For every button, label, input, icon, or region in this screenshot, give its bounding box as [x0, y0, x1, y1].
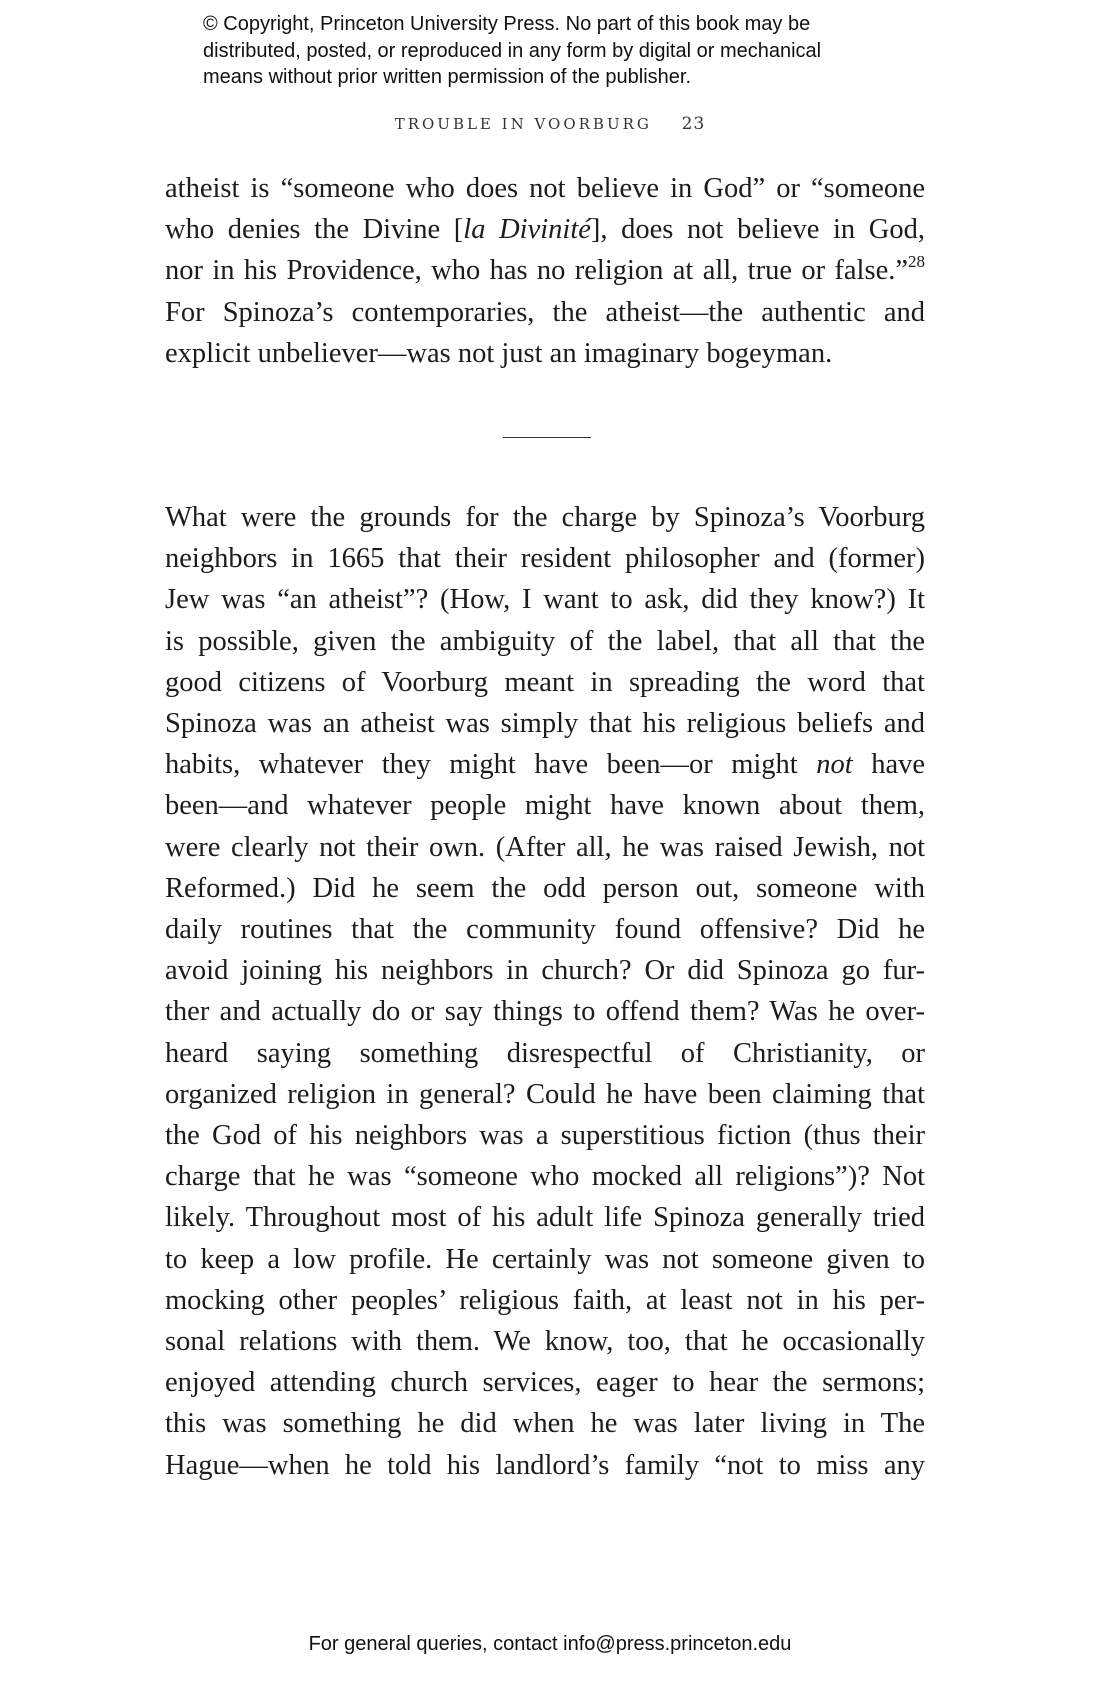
text-line: ther and actually do or say things to offend them? Was he over- [165, 996, 925, 1028]
text-line: explicit unbeliever—was not just an imaginary bogeyman. [165, 337, 833, 369]
text-line: good citizens of Voorburg meant in spreading the word that [165, 666, 925, 698]
paragraph-1 [165, 168, 925, 374]
paragraph-2 [165, 497, 925, 1486]
text-line: heard saying something disrespectful of Christianity, or [165, 1037, 925, 1069]
text-line: sonal relations with them. We know, too, that he occasionally [165, 1326, 925, 1358]
running-head [0, 114, 1100, 134]
text-line: were clearly not their own. (After all, he was raised Jewish, not [165, 831, 925, 863]
text-line: enjoyed attending church services, eager to hear the sermons; [165, 1367, 925, 1399]
copyright-line: means without prior written permission of the publisher. [203, 66, 692, 88]
text-line: Reformed.) Did he seem the odd person out, someone with [165, 872, 925, 904]
text-line: organized religion in general? Could he have been claiming that [165, 1078, 925, 1110]
text-line: avoid joining his neighbors in church? Or did Spinoza go fur- [165, 955, 925, 987]
text-line [165, 250, 925, 291]
copyright-line: © Copyright, Princeton University Press. No part of this book may be [203, 13, 811, 35]
text-line: What were the grounds for the charge by Spinoza’s Voorburg [165, 502, 925, 533]
text-run: ], does not believe in God, [590, 214, 925, 246]
text-line: this was something he did when he was later living in The [165, 1408, 925, 1440]
text-line: is possible, given the ambiguity of the label, that all that the [165, 625, 925, 657]
text-line: Jew was “an atheist”? (How, I want to ask, did they know?) It [165, 584, 925, 616]
footer-contact: For general queries, contact info@press.princeton.edu [308, 1633, 792, 1655]
text-line: to keep a low profile. He certainly was not someone given to [165, 1243, 925, 1275]
text-run: nor in his Providence, who has no religion at all, true or false.” [165, 255, 908, 287]
italic-emphasis: not [816, 749, 853, 781]
text-line [165, 744, 925, 785]
text-line: neighbors in 1665 that their resident philosopher and (former) [165, 543, 925, 575]
text-run: have [852, 749, 925, 781]
text-line: atheist is “someone who does not believe in God” or “someone [165, 173, 925, 204]
text-run: habits, whatever they might have been—or might [165, 749, 817, 781]
text-line: the God of his neighbors was a superstitious fiction (thus their [165, 1120, 925, 1152]
text-line: mocking other peoples’ religious faith, at least not in his per- [165, 1284, 925, 1316]
text-line: been—and whatever people might have known about them, [165, 790, 925, 822]
running-head-title: TROUBLE IN VOORBURG [394, 115, 652, 133]
text-line: charge that he was “someone who mocked all religions”)? Not [165, 1161, 925, 1193]
text-line: likely. Throughout most of his adult life Spinoza generally tried [165, 1202, 925, 1234]
text-line: Hague—when he told his landlord’s family “not to miss any [165, 1449, 925, 1481]
text-run: who denies the Divine [ [165, 214, 464, 246]
italic-term: la Divinité [463, 214, 591, 246]
text-line [165, 209, 925, 250]
footnote-reference[interactable]: 28 [908, 252, 925, 272]
text-line: Spinoza was an atheist was simply that his religious beliefs and [165, 708, 925, 740]
text-line: For Spinoza’s contemporaries, the atheist—the authentic and [165, 296, 925, 328]
text-line: daily routines that the community found offensive? Did he [165, 914, 925, 946]
page-number: 23 [681, 114, 706, 134]
section-break-rule [503, 437, 591, 438]
copyright-notice [203, 11, 923, 91]
copyright-line: distributed, posted, or reproduced in any form by digital or mechanical [203, 39, 822, 62]
